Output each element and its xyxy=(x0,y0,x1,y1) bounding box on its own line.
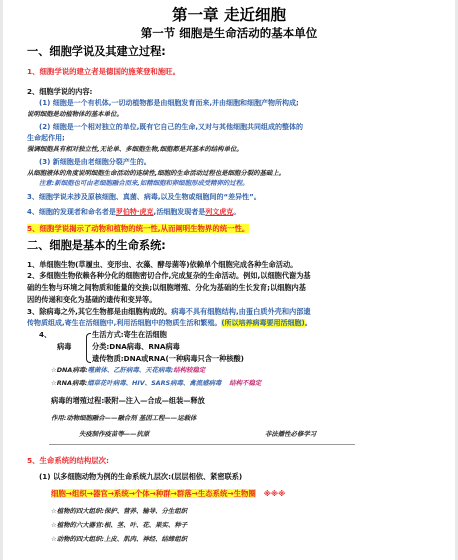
q3-line2-a: 传物质组成,寄生在活细胞中,利用活细胞中的物质生活和繁殖。 xyxy=(27,319,222,327)
q3-line2 xyxy=(27,319,312,327)
para-2c-line1: 从细胞液体的角度说明细胞生命活动的连续性,细胞的生命活动过程也是细胞分裂的基础上。 xyxy=(27,169,286,177)
para-2c-line2: 注意:新细胞也可由老细胞融合而来,如精细胞和卵细胞形成受精卵的过程。 xyxy=(39,179,249,187)
q2-line2: 础的生物与环境之间物质和能量的交换;以细胞增殖、分化为基础的生长发育;以细胞内基 xyxy=(27,283,306,292)
q2-line3: 因的传递和变化为基础的遗传和变异等。 xyxy=(27,295,157,304)
animal-tissues-b: 上皮、肌肉、神经、结缔组织 xyxy=(104,535,188,543)
q3-line1-b: 病毒不具有细胞结构,由蛋白质外壳和内部遗 xyxy=(171,307,311,316)
virus-life: 生活方式:寄生在活细胞 xyxy=(92,330,167,339)
living-cell-discoverer: 列文虎克 xyxy=(205,208,234,216)
rna-virus-c: 结构不稳定 xyxy=(229,379,262,387)
heading-1: 一、细胞学说及其建立过程: xyxy=(27,45,166,58)
document-page xyxy=(3,0,455,560)
para-3: 3、细胞学说未涉及原核细胞、真菌、病毒,以及生物或细胞间的“差异性”。 xyxy=(27,193,261,201)
para-2b-line1: (2) 细胞是一个相对独立的单位,既有它自己的生命,又对与其他细胞共同组成的整体的 xyxy=(39,123,304,131)
q3-line2-b: (所以培养病毒要用活细胞) xyxy=(221,319,305,327)
use-line2: 失疫制作疫苗等——抗原 xyxy=(79,430,150,438)
animal-tissues-a: ☆动物的四大组织: xyxy=(51,535,105,543)
para-1: 1、细胞学说的建立者是德国的施莱登和施旺。 xyxy=(27,67,180,76)
para-2c: (3) 新细胞是由老细胞分裂产生的。 xyxy=(39,158,151,166)
chapter-title: 第一章 走近细胞 xyxy=(172,5,286,24)
use-line1: 作用:动物细胞融合——融合剂 基因工程——运载体 xyxy=(51,414,197,422)
para-5-text: 5、细胞学说揭示了动物和植物的统一性,从而阐明生物界的统一性。 xyxy=(27,224,250,233)
virus-proliferation: 病毒的增殖过程:吸附—注入—合成—组装—释放 xyxy=(51,396,205,405)
q3-line1 xyxy=(27,308,311,316)
system-chain-text: 细胞→组织→器官→系统→个体→种群→群落→生态系统→生物圈 xyxy=(51,489,256,498)
dna-virus-c: 结构较稳定 xyxy=(173,366,206,374)
system-subtitle: (1) 以多细胞动物为例的生命系统九层次:(层层相依、紧密联系) xyxy=(39,472,243,481)
q4-number: 4、 xyxy=(39,330,52,339)
plant-organs-b: 根、茎、叶、花、果实、种子 xyxy=(104,521,188,529)
plant-tissues xyxy=(51,508,187,515)
plant-organs-a: ☆植物的六大器官: xyxy=(51,521,105,529)
rna-virus xyxy=(51,380,261,387)
use-line3: 非法播性必修学习 xyxy=(265,430,317,438)
para-2: 2、细胞学说的内容: xyxy=(27,87,93,96)
heading-2: 二、细胞是基本的生命系统: xyxy=(27,239,166,252)
para-4-c: ,活细胞发现者是 xyxy=(153,208,206,216)
q3-line1-a: 3、除病毒之外,其它生物都是由细胞构成的。 xyxy=(27,307,172,316)
virus-genetic: 遗传物质:DNA或RNA(一种病毒只含一种核酸) xyxy=(92,354,244,363)
q3-line2-c: 。 xyxy=(304,319,312,327)
rna-virus-a: ☆RNA病毒: xyxy=(51,379,88,387)
system-mark: ※※※ xyxy=(263,489,286,498)
separator-line xyxy=(49,444,355,445)
plant-tissues-a: ☆植物的四大组织: xyxy=(51,507,105,515)
para-4-e: 。 xyxy=(233,208,241,216)
animal-tissues xyxy=(51,536,187,543)
para-2a-line1: (1) 细胞是一个有机体,一切动植物都是由细胞发育而来,并由细胞和细胞产物所构成; xyxy=(39,99,299,107)
discoverer-name: 罗伯特·虎克 xyxy=(115,208,154,216)
para-2b-line2: 生命起作用; xyxy=(27,134,65,142)
para-2a-line2: 说明细胞是动植物体的基本单位。 xyxy=(27,110,123,118)
rna-virus-b: 烟草花叶病毒、HIV、SARS病毒、禽流感病毒 xyxy=(87,379,222,387)
para-4 xyxy=(27,208,240,216)
para-5 xyxy=(27,225,249,234)
para-4-a: 4、细胞的发现者和命名者是 xyxy=(27,208,116,216)
dna-virus-a: ☆DNA病毒: xyxy=(51,366,88,374)
para-2b-line3: 强调细胞具有相对独立性,无论单、多细胞生物,细胞都是其基本的结构单位。 xyxy=(27,145,243,153)
dna-virus xyxy=(51,367,205,374)
plant-organs xyxy=(51,522,187,529)
virus-class: 分类:DNA病毒、RNA病毒 xyxy=(92,342,180,351)
system-title: 5、生命系统的结构层次: xyxy=(27,456,110,465)
q2-line1: 2、多细胞生物依赖各种分化的细胞密切合作,完成复杂的生命活动。例如,以细胞代谢为基 xyxy=(27,271,311,280)
dna-virus-b: 噬菌体、乙肝病毒、天花病毒; xyxy=(87,366,174,374)
system-chain xyxy=(51,490,285,499)
section-title: 第一节 细胞是生命活动的基本单位 xyxy=(140,26,318,40)
q1: 1、单细胞生物(草履虫、变形虫、衣藻、酵母菌等)依赖单个细胞完成各种生命活动。 xyxy=(27,260,298,269)
virus-brace xyxy=(86,333,91,363)
plant-tissues-b: 保护、营养、输导、分生组织 xyxy=(104,507,188,515)
virus-label: 病毒 xyxy=(57,342,72,351)
